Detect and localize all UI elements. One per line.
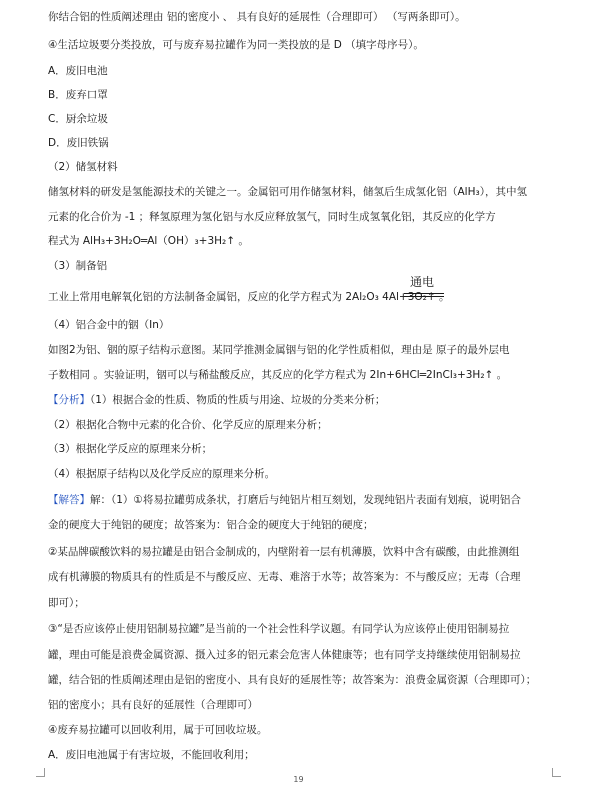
text-line: ④生活垃圾要分类投放，可与废弃易拉罐作为同一类投放的是 D （填字母序号）。	[48, 39, 424, 51]
heading-tag: 【解答】	[48, 494, 90, 506]
text-line: 元素的化合价为 -1 ；释氢原理为氢化铝与水反应释放氢气，同时生成氢氧化铝，其反应的化学方	[48, 211, 496, 223]
text-line: （3）根据化学反应的原理来分析；	[48, 443, 213, 455]
text-line: （2）根据化合物中元素的化合价、化学反应的原理来分析；	[48, 419, 328, 431]
text-line: 程式为 AlH₃+3H₂O═Al（OH）₃+3H₂↑ 。	[48, 235, 249, 247]
text-line: A．废旧电池	[48, 65, 108, 77]
text-line: ②某品牌碳酸饮料的易拉罐是由铝合金制成的，内壁附着一层有机薄膜，饮料中含有碳酸，由此推测组	[48, 546, 520, 558]
text-line: D．废旧铁锅	[48, 137, 109, 149]
text-line: ④废弃易拉罐可以回收利用，属于可回收垃圾。	[48, 724, 268, 736]
text-line: 金的硬度大于纯铝的硬度；故答案为：铝合金的硬度大于纯铝的硬度；	[48, 519, 374, 531]
heading-tag: 【分析】	[48, 394, 90, 406]
text-line: （2）储氢材料	[48, 161, 118, 173]
text-line: C．厨余垃圾	[48, 113, 108, 125]
text-line: 工业上常用电解氧化铝的方法制备金属铝，反应的化学方程式为 2Al₂O₃ 4Al+3O₂↑ 。	[48, 291, 450, 303]
text-line: 即可）；	[48, 597, 85, 609]
text-line: 罐，理由可能是浪费金属资源、摄入过多的铝元素会危害人体健康等；也有同学支持继续使用铝制易拉	[48, 649, 521, 661]
text-line: 铝的密度小；具有良好的延展性（合理即可）	[48, 699, 258, 711]
text-line: 储氢材料的研发是氢能源技术的关键之一。金属铝可用作储氢材料，储氢后生成氢化铝（AlH₃），其中氢	[48, 186, 527, 198]
text-line: （4）根据原子结构以及化学反应的原理来分析。	[48, 468, 276, 480]
page-number: 19	[293, 775, 304, 784]
electrolysis-condition: 通电	[410, 275, 435, 289]
text-line: （3）制备铝	[48, 260, 108, 272]
answer-heading: 【解答】解：（1）①将易拉罐剪成条状，打磨后与纯铝片相互刻划，发现纯铝片表面有划痕，说明铝合	[48, 494, 521, 506]
text-line: 罐，结合铝的性质阐述理由是铝的密度小、具有良好的延展性等；故答案为：浪费金属资源（合理即可）；	[48, 674, 537, 686]
text-line: A．废旧电池属于有害垃圾，不能回收利用；	[48, 749, 255, 761]
text-line: ③“是否应该停止使用铝制易拉罐”是当前的一个社会性科学议题。有同学认为应该停止使用铝制易拉	[48, 623, 510, 635]
text-line: B．废弃口罩	[48, 89, 108, 101]
analysis-heading: 【分析】（1）根据合金的性质、物质的性质与用途、垃圾的分类来分析；	[48, 394, 386, 406]
text-line: 子数相同 。实验证明，铟可以与稀盐酸反应，其反应的化学方程式为 2In+6HCl═2InCl₃+3H₂↑ 。	[48, 369, 508, 381]
text-line: （4）铝合金中的铟（In）	[48, 319, 170, 331]
text-line: 你结合铝的性质阐述理由 铝的密度小 、 具有良好的延展性（合理即可） （写两条即可）。	[48, 11, 466, 23]
text-line: 如图2为铝、铟的原子结构示意图。某同学推测金属铟与铝的化学性质相似，理由是 原子的最外层电	[48, 344, 510, 356]
text-line: 成有机薄膜的物质具有的性质是不与酸反应、无毒、难溶于水等；故答案为：不与酸反应；无毒（合理	[48, 571, 521, 583]
